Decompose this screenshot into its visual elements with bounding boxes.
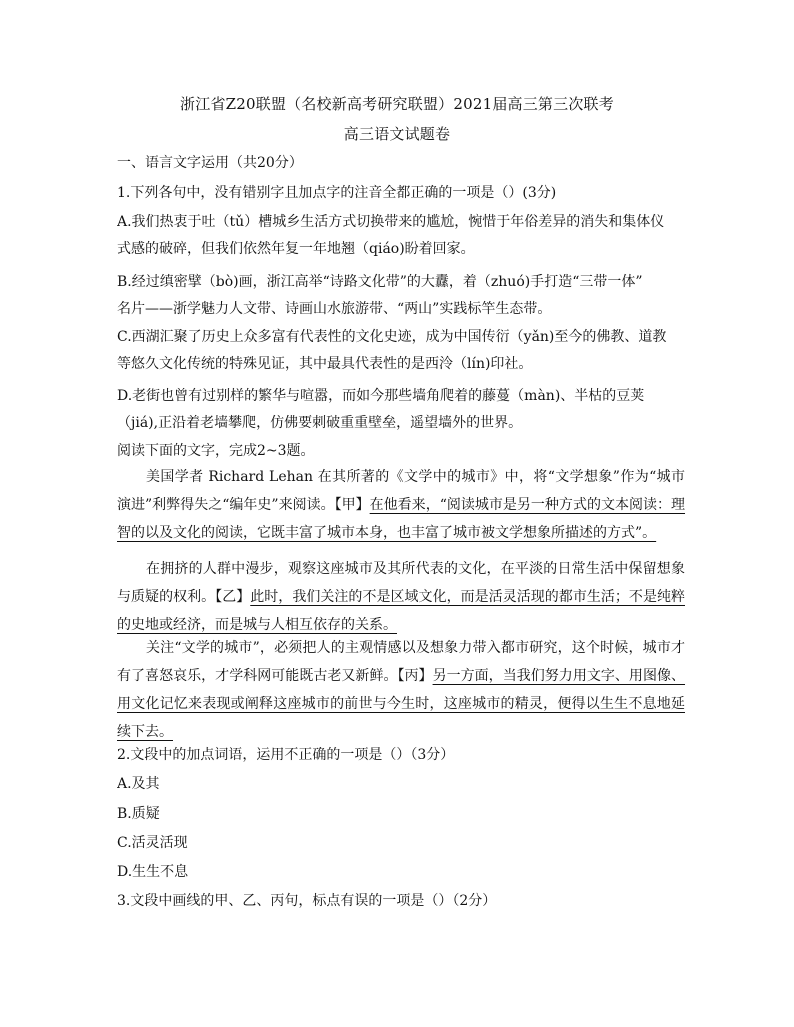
- option-b-line-2: 名片——浙学魅力人文带、诗画山水旅游带、“两山”实践标竿生态带。: [117, 301, 552, 317]
- option-c-line-2: 等悠久文化传统的特殊见证，其中最具代表性的是西泠（lín)印社。: [117, 356, 533, 372]
- sentence-yi-underlined: 此时，我们关注的不是区域文化，而是活灵活现的都市生活；不是纯粹的史地或经济，而是城与人相互依存的关系。: [117, 589, 685, 633]
- question-2-stem: 2.文段中的加点词语，运用不正确的一项是（）（3分）: [117, 747, 455, 763]
- option-c-line-1: C.西湖汇聚了历史上众多富有代表性的文化史迹，成为中国传衍（yǎn)至今的佛教、道教: [117, 329, 667, 345]
- passage-paragraph-2: [117, 555, 685, 633]
- question-2-option-c: C.活灵活现: [117, 835, 188, 851]
- paragraph-1-text: 美国学者 Richard Lehan 在其所著的《文学中的城市》中，将“文学想象”作为“城市演进”利弊得失之“编年史”来阅读。【甲】: [117, 469, 685, 513]
- question-2-option-a: A.及其: [117, 776, 160, 792]
- question-3-stem: 3.文段中画线的甲、乙、丙句，标点有误的一项是（）（2分）: [117, 893, 497, 909]
- option-d-line-2: （jiá),正沿着老墙攀爬，仿佛要刺破重重壁垒，遥望墙外的世界。: [117, 415, 523, 431]
- option-a-line-1: A.我们热衷于吐（tǔ）槽城乡生活方式切换带来的尴尬，惋惜于年俗差异的消失和集体仪: [117, 214, 665, 230]
- passage-paragraph-3: [117, 634, 686, 740]
- option-b-line-1: B.经过缜密擘（bò)画，浙江高举“诗路文化带”的大纛，着（zhuó)手打造“三带一体”: [117, 274, 643, 290]
- sentence-bing-underlined: 另一方面，当我们努力用文字、用图像、用文化记忆来表现或阐释这座城市的前世与今生时，这座城市的精灵，便得以生生不息地延续下去。: [117, 668, 686, 740]
- option-d-line-1: D.老街也曾有过别样的繁华与喧嚣，而如今那些墙角爬着的藤蔓（màn)、半枯的豆荚: [117, 388, 645, 404]
- section-heading: 一、语言文字运用（共20分）: [117, 155, 303, 171]
- passage-paragraph-1: [117, 463, 685, 551]
- option-a-line-2: 式感的破碎，但我们依然年复一年地翘（qiáo)盼着回家。: [117, 241, 475, 257]
- question-1-stem: 1.下列各句中，没有错别字且加点字的注音全都正确的一项是（）(3分): [117, 185, 557, 201]
- paragraph-3-text: 关注“文学的城市”，必须把人的主观情感以及想象力带入都市研究，这个时候，城市才有了喜怒哀乐，才学科网可能既古老又新鲜。【丙】: [117, 640, 685, 684]
- question-2-option-d: D.生生不息: [117, 864, 189, 880]
- question-2-option-b: B.质疑: [117, 806, 160, 822]
- paragraph-2-text: 在拥挤的人群中漫步，观察这座城市及其所代表的文化，在平淡的日常生活中保留想象与质疑的权利。【乙】: [117, 561, 685, 605]
- sentence-jia-underlined: 在他看来，“阅读城市是另一种方式的文本阅读：理智的以及文化的阅读，它既丰富了城市本身，也丰富了城市被文学想象所描述的方式”。: [117, 497, 686, 541]
- paper-subtitle: 高三语文试题卷: [343, 125, 451, 143]
- exam-title: 浙江省Z20联盟（名校新高考研究联盟）2021届高三第三次联考: [180, 95, 614, 113]
- reading-instruction: 阅读下面的文字，完成2~3题。: [117, 443, 315, 459]
